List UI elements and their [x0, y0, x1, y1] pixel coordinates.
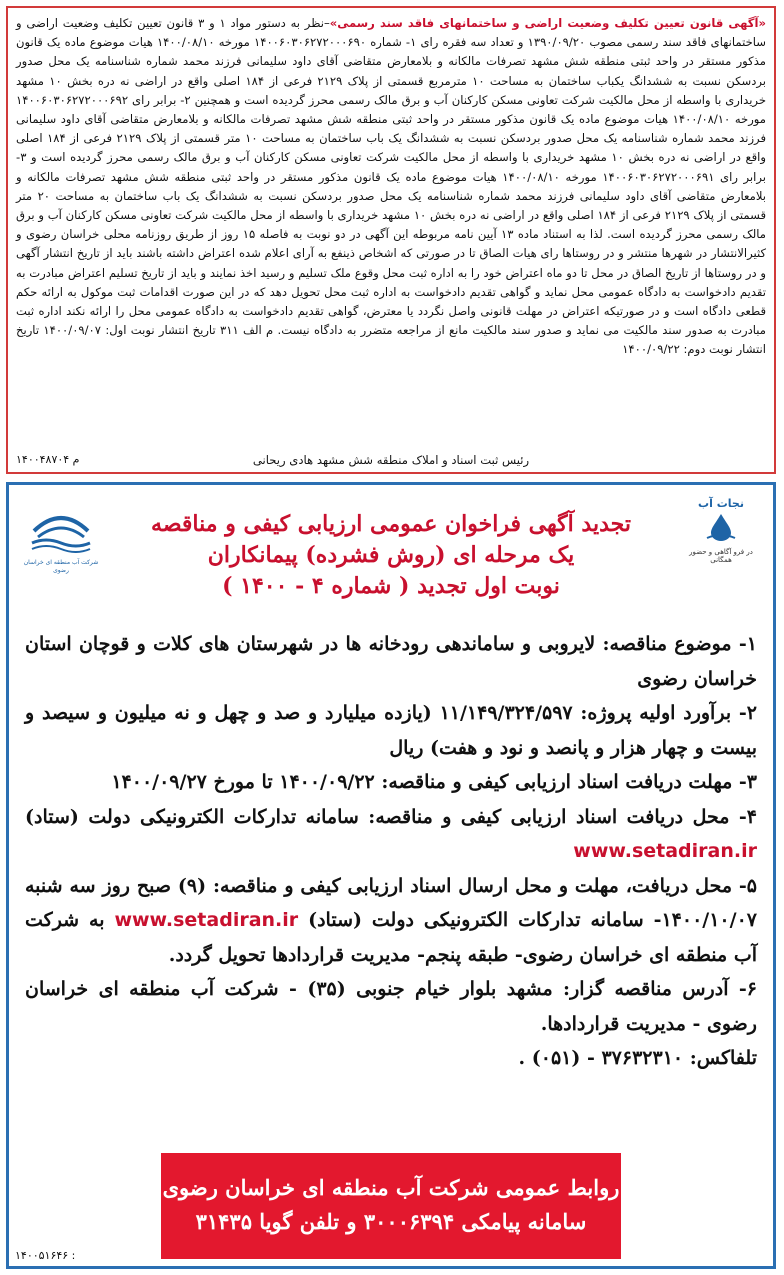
- save-water-caption: در فرو آگاهی و حضور همگانی: [689, 548, 753, 564]
- registry-notice-signature: رئیس ثبت اسناد و املاک منطقه شش مشهد هادی ریحانی: [252, 453, 530, 467]
- tender-title-line-3: نوبت اول تجدید ( شماره ۴ - ۱۴۰۰ ): [222, 573, 560, 599]
- tender-title-line-1: تجدید آگهی فراخوان عمومی ارزیابی کیفی و مناقصه: [151, 511, 631, 537]
- setad-link-2[interactable]: www.setadiran.ir: [114, 909, 299, 931]
- registry-notice-text: –نظر به دستور مواد ۱ و ۳ قانون تعیین تکلیف وضعیت اراضی و ساختمانهای فاقد سند رسمی مصوب ۱۳۹۰/۰۹/۲۰ و تعداد سه فقره رای ۱- شماره ۱۴۰۰۶۰۳۰۶۲۷۲۰۰۰۶۹۰ مورخه ۱۴۰۰/۰۸/۱۰ هیات موضوع ماده یک قانون مذکور مستقر در واحد ثبتی منطقه شش مشهد تصرفات مالکانه و بلامعارض متقاضی آقای داود سلیمانی فرزند محمد شماره شناسنامه یک محل صدور بردسکن نسبت به ششدانگ یکباب ساختمان به مساحت ۱۰ مترمربع قسمتی از پلاک ۲۱۲۹ فرعی از ۱۸۴ اصلی واقع در اراضی نه دره بخش ۱۰ مشهد خریداری با واسطه از محل مالکیت شرکت تعاونی مسکن کارکنان آب و برق مالک رسمی محرز گردیده است و همچنین ۲- برابر رای ۱۴۰۰۶۰۳۰۶۲۷۲۰۰۰۶۹۲ مورخه ۱۴۰۰/۰۸/۱۰ هیات موضوع ماده یک قانون مذکور مستقر در واحد ثبتی منطقه شش مشهد تصرفات مالکانه و بلامعارض متقاضی آقای داود سلیمانی فرزند محمد شماره شناسنامه یک محل صدور بردسکن نسبت به ششدانگ یک باب ساختمان به مساحت ۱۰ متر قسمتی از پلاک ۲۱۲۹ فرعی از ۱۸۴ اصلی واقع در اراضی نه دره بخش ۱۰ مشهد خریداری با واسطه از محل مالکیت شرکت تعاونی مسکن کارکنان آب و برق مالک رسمی محرز گردیده است و ۳- برابر رای ۱۴۰۰۶۰۳۰۶۲۷۲۰۰۰۶۹۱ مورخه ۱۴۰۰/۰۸/۱۰ هیات موضوع ماده یک قانون مذکور مستقر در واحد ثبتی منطقه شش مشهد تصرفات مالکانه و بلامعارض متقاضی آقای داود سلیمانی فرزند محمد شماره شناسنامه یک محل صدور بردسکن نسبت به ششدانگ یک باب ساختمان به مساحت ۲۰ متر قسمتی از پلاک ۲۱۲۹ فرعی از ۱۸۴ اصلی واقع در اراضی نه دره بخش ۱۰ مشهد خریداری با واسطه از محل مالکیت شرکت تعاونی مسکن کارکنان آب و برق مالک رسمی محرز گردیده است. لذا به استناد ماده ۱۳ آیین نامه مربوطه این آگهی در دو نوبت به فاصله ۱۵ روز از طریق روزنامه محلی خراسان رضوی و کثیرالانتشار در شهرها منتشر و در روستاها رای هیات الصاق تا در صورتی که اشخاص ذینفع به آرای اعلام شده اعتراض داشته باشند باید از تاریخ انتشار آگهی و در روستاها از تاریخ الصاق در محل تا دو ماه اعتراض خود را به اداره ثبت محل وقوع ملک تسلیم و رسید اخذ نمایند و باید از تاریخ تسلیم اعتراض مبادرت به تقدیم دادخواست به دادگاه عمومی محل نماید و گواهی تقدیم دادخواست به اداره ثبت محل تحویل دهد که در این صورت اقدامات ثبت موکول به ارائه حکم قطعی دادگاه است و در صورتیکه اعتراض در مهلت قانونی واصل نگردد یا معترض، گواهی تقدیم دادخواست به دادگاه عمومی محل را ارائه نکند اداره ثبت مبادرت به صدور سند مالکیت می نماید و صدور سند مالکیت مانع از مراجعه متضرر به دادگاه نیست. م الف ۳۱۱ تاریخ انتشار نوبت اول: ۱۴۰۰/۰۹/۰۷ تاریخ انتشار نوبت دوم: ۱۴۰۰/۰۹/۲۲: [16, 16, 767, 357]
- tender-item-subject: ۱- موضوع مناقصه: لایروبی و ساماندهی رودخانه ها در شهرستان های کلات و قوچان استان خراسان رضوی: [25, 633, 757, 690]
- registry-notice: [6, 6, 776, 474]
- tender-title-line-2: یک مرحله ای (روش فشرده) پیمانکاران: [207, 542, 575, 568]
- setad-link-1[interactable]: www.setadiran.ir: [573, 840, 757, 862]
- tender-items: [25, 627, 757, 1076]
- tender-item-submission: ۵- محل دریافت، مهلت و محل ارسال اسناد ارزیابی کیفی و مناقصه: (۹) صبح روز سه شنبه ۱۴۰۰/۱۰/۰۷- سامانه تدارکات الکترونیکی دولت (ستاد) www.setadiran.ir به شرکت آب منطقه ای خراسان رضوی- طبقه پنجم- مدیریت قراردادها تحویل گردد.: [25, 874, 757, 966]
- tender-notice-code: ۱۴۰۰۵۱۶۴۶ :: [15, 1249, 76, 1262]
- registry-notice-code: ۱۴۰۰۴۸۷۰۴ م: [16, 453, 80, 466]
- registry-notice-body: [16, 14, 766, 360]
- tender-item-estimate: ۲- برآورد اولیه پروژه: ۱۱/۱۴۹/۳۲۴/۵۹۷ (یازده میلیارد و صد و چهل و نه میلیون و سیصد و بیست و چهار هزار و پانصد و نود و هفت) ریال: [25, 702, 757, 759]
- save-water-brand: نجات آب: [698, 497, 744, 510]
- tender-title: [109, 509, 673, 602]
- tender-item-address: ۶- آدرس مناقصه گزار: مشهد بلوار خیام جنوبی (۳۵) - شرکت آب منطقه ای خراسان رضوی - مدیریت قراردادها.: [25, 978, 758, 1035]
- registry-notice-title: «آگهی قانون تعیین تکلیف وضعیت اراضی و ساختمانهای فاقد سند رسمی»: [329, 16, 766, 30]
- tender-item-doc-location: ۴- محل دریافت اسناد ارزیابی کیفی و مناقصه: سامانه تدارکات الکترونیکی دولت (ستاد) www.setadiran.ir: [25, 805, 757, 862]
- banner-line-1: روابط عمومی شرکت آب منطقه ای خراسان رضوی: [162, 1175, 620, 1200]
- save-water-logo: [681, 497, 761, 583]
- water-company-logo-caption: شرکت آب منطقه ای خراسان رضوی: [23, 559, 99, 574]
- tender-item-deadline: ۳- مهلت دریافت اسناد ارزیابی کیفی و مناقصه: ۱۴۰۰/۰۹/۲۲ تا مورخ ۱۴۰۰/۰۹/۲۷: [111, 771, 757, 793]
- water-drop-icon: [705, 512, 737, 542]
- public-relations-banner: [161, 1153, 621, 1259]
- water-emblem-icon: [28, 503, 94, 553]
- water-company-logo: [21, 503, 101, 593]
- tender-item-fax: تلفاکس: ۳۷۶۳۲۳۱۰ - (۰۵۱) .: [518, 1047, 757, 1069]
- tender-notice: [6, 482, 776, 1269]
- banner-line-2: سامانه پیامکی ۳۰۰۰۶۳۹۴ و تلفن گویا ۳۱۴۳۵: [195, 1209, 587, 1234]
